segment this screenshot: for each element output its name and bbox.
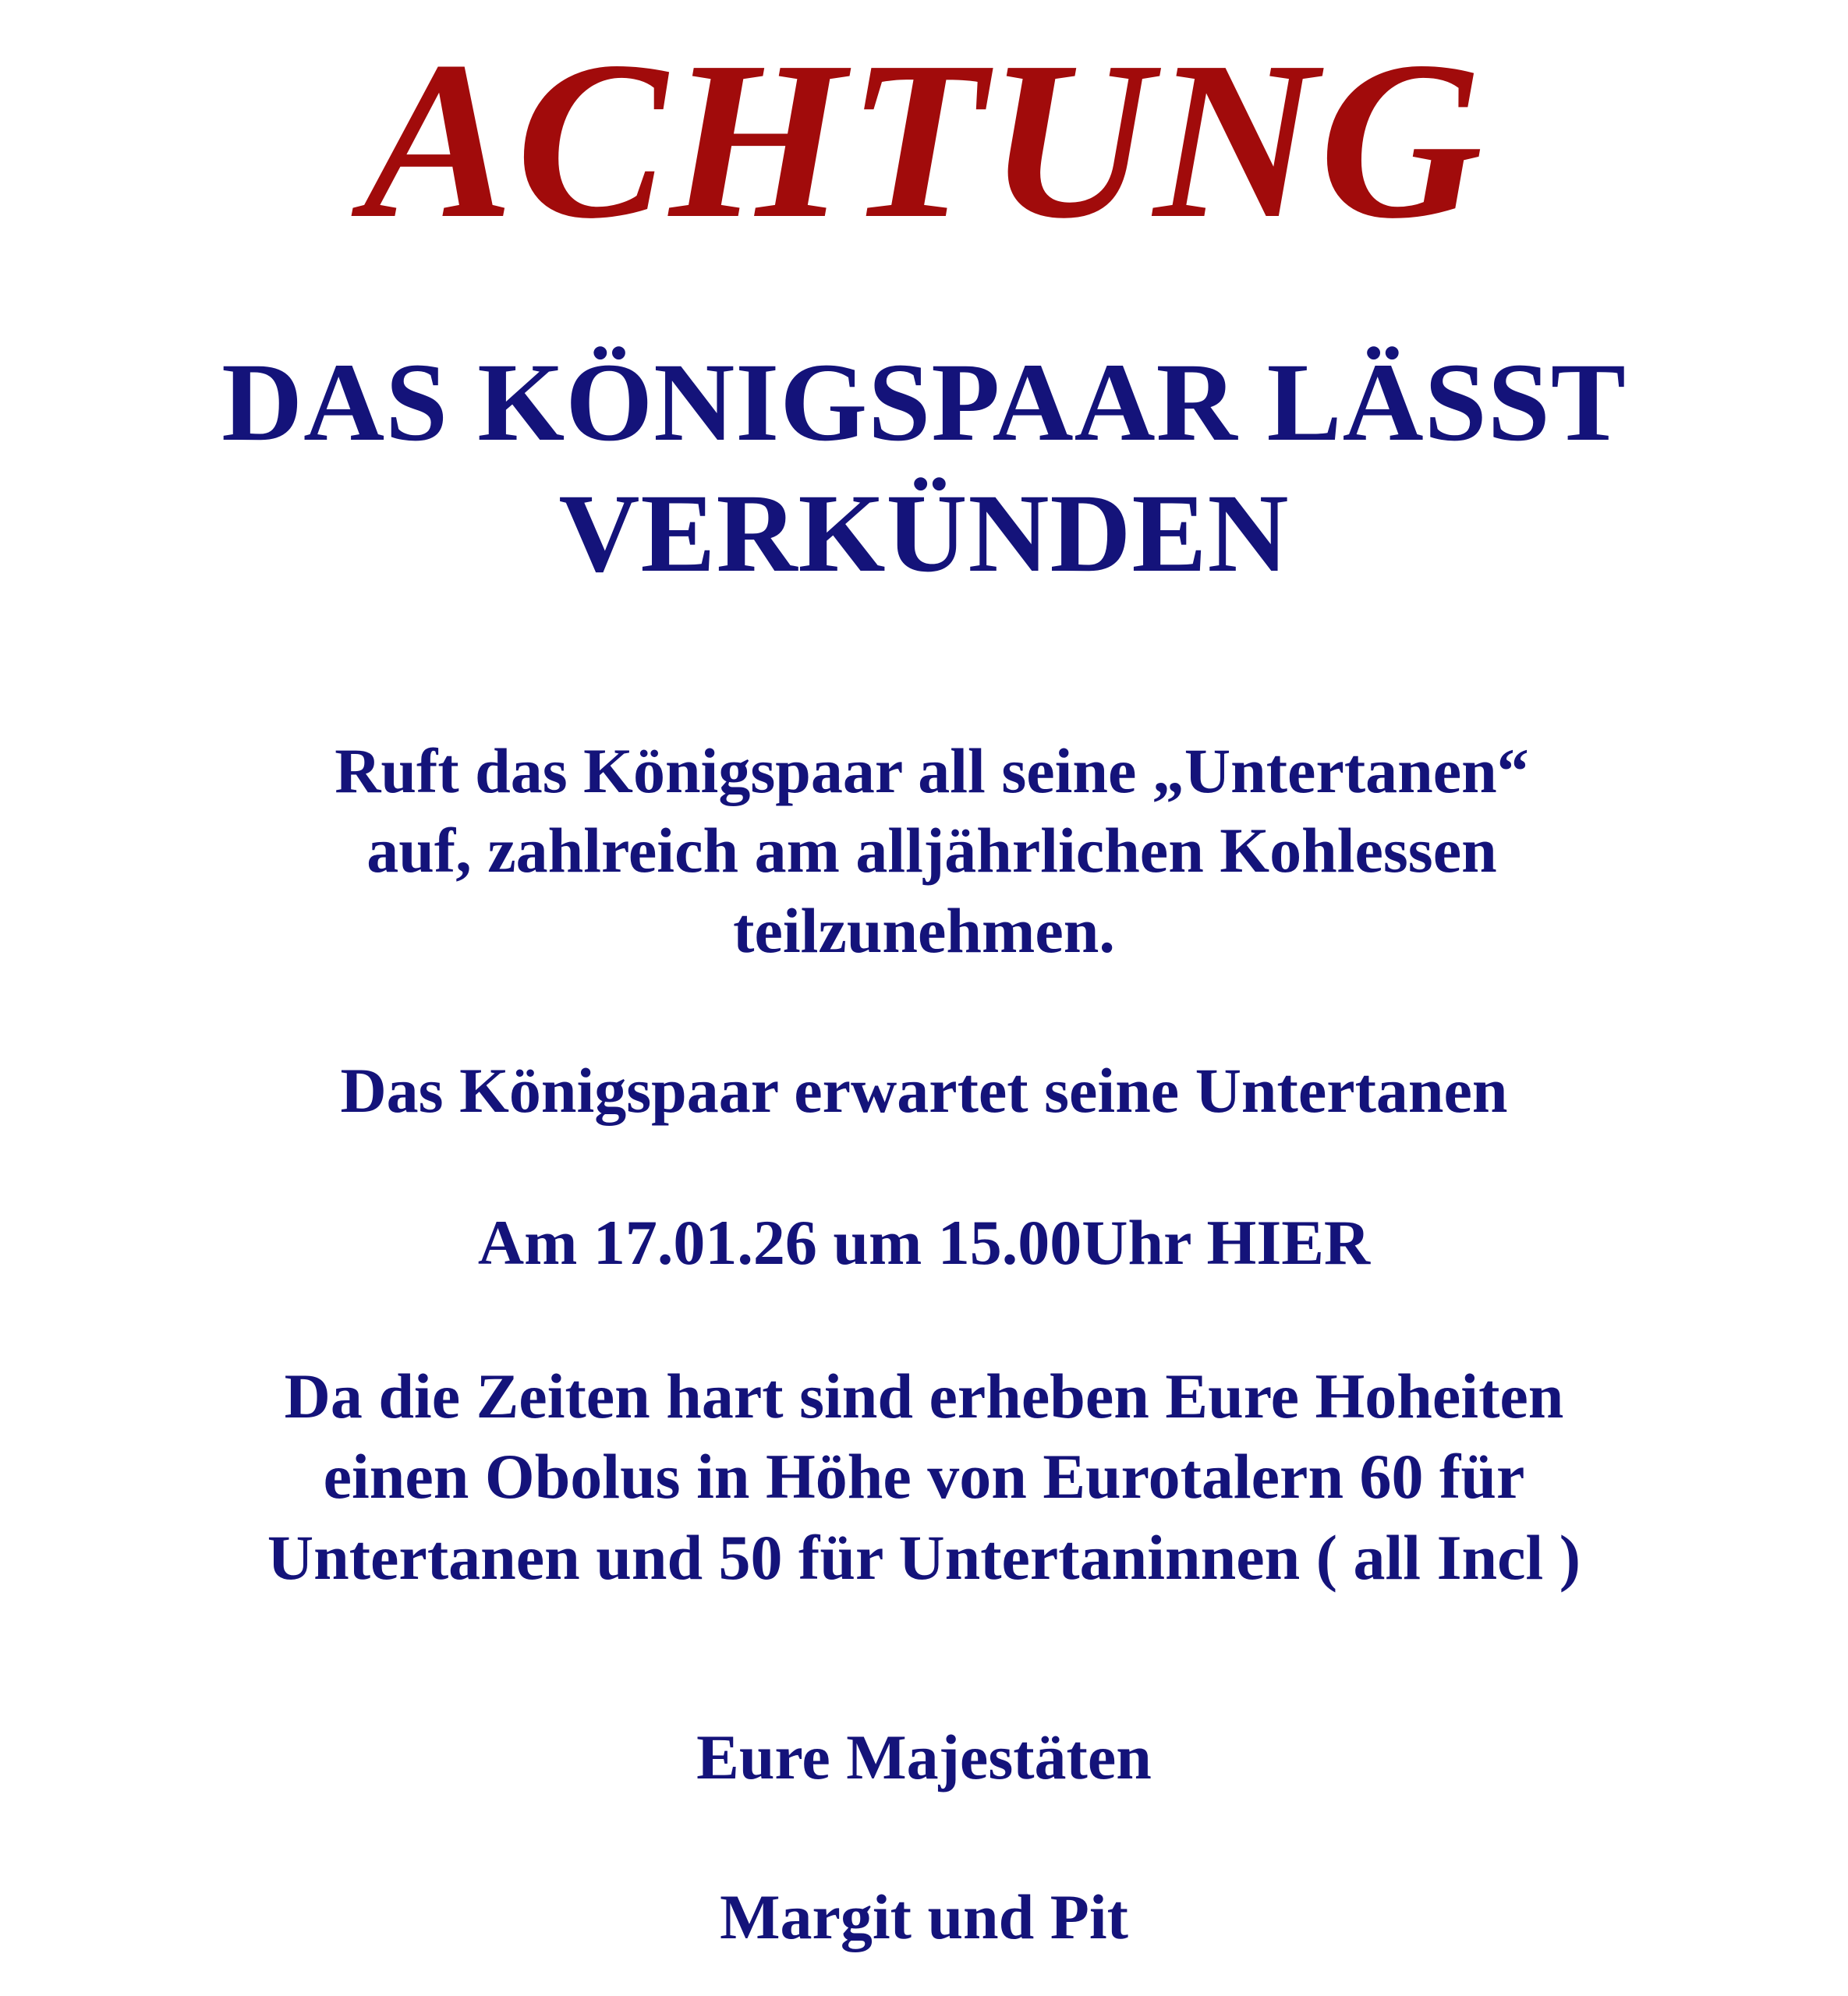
fee-line-1: Da die Zeiten hart sind erheben Eure Hoheiten bbox=[284, 1361, 1564, 1432]
fee-line-2: einen Obolus in Höhe von Eurotalern 60 für bbox=[323, 1441, 1525, 1512]
fee-line-3: Untertanen und 50 für Untertaninnen ( all Incl ) bbox=[267, 1522, 1581, 1593]
closing-names: Margit und Pit bbox=[720, 1881, 1128, 1952]
title-line-1: DAS KÖNIGSPAAR LÄSST bbox=[221, 341, 1627, 465]
invitation-line-2: auf, zahlreich am alljährlichen Kohlessen bbox=[366, 815, 1497, 886]
invitation-line-3: teilzunehmen. bbox=[733, 895, 1115, 966]
headline: ACHTUNG bbox=[363, 15, 1485, 265]
date-time-text: Am 17.01.26 um 15.00Uhr HIER bbox=[477, 1207, 1371, 1278]
invitation-line-1: Ruft das Königspaar all seine „Untertanen“ bbox=[335, 735, 1529, 806]
expectation-text: Das Königspaar erwartet seine Untertanen bbox=[340, 1055, 1508, 1126]
closing-salutation: Eure Majestäten bbox=[696, 1722, 1152, 1793]
title-line-2: VERKÜNDEN bbox=[558, 472, 1290, 596]
